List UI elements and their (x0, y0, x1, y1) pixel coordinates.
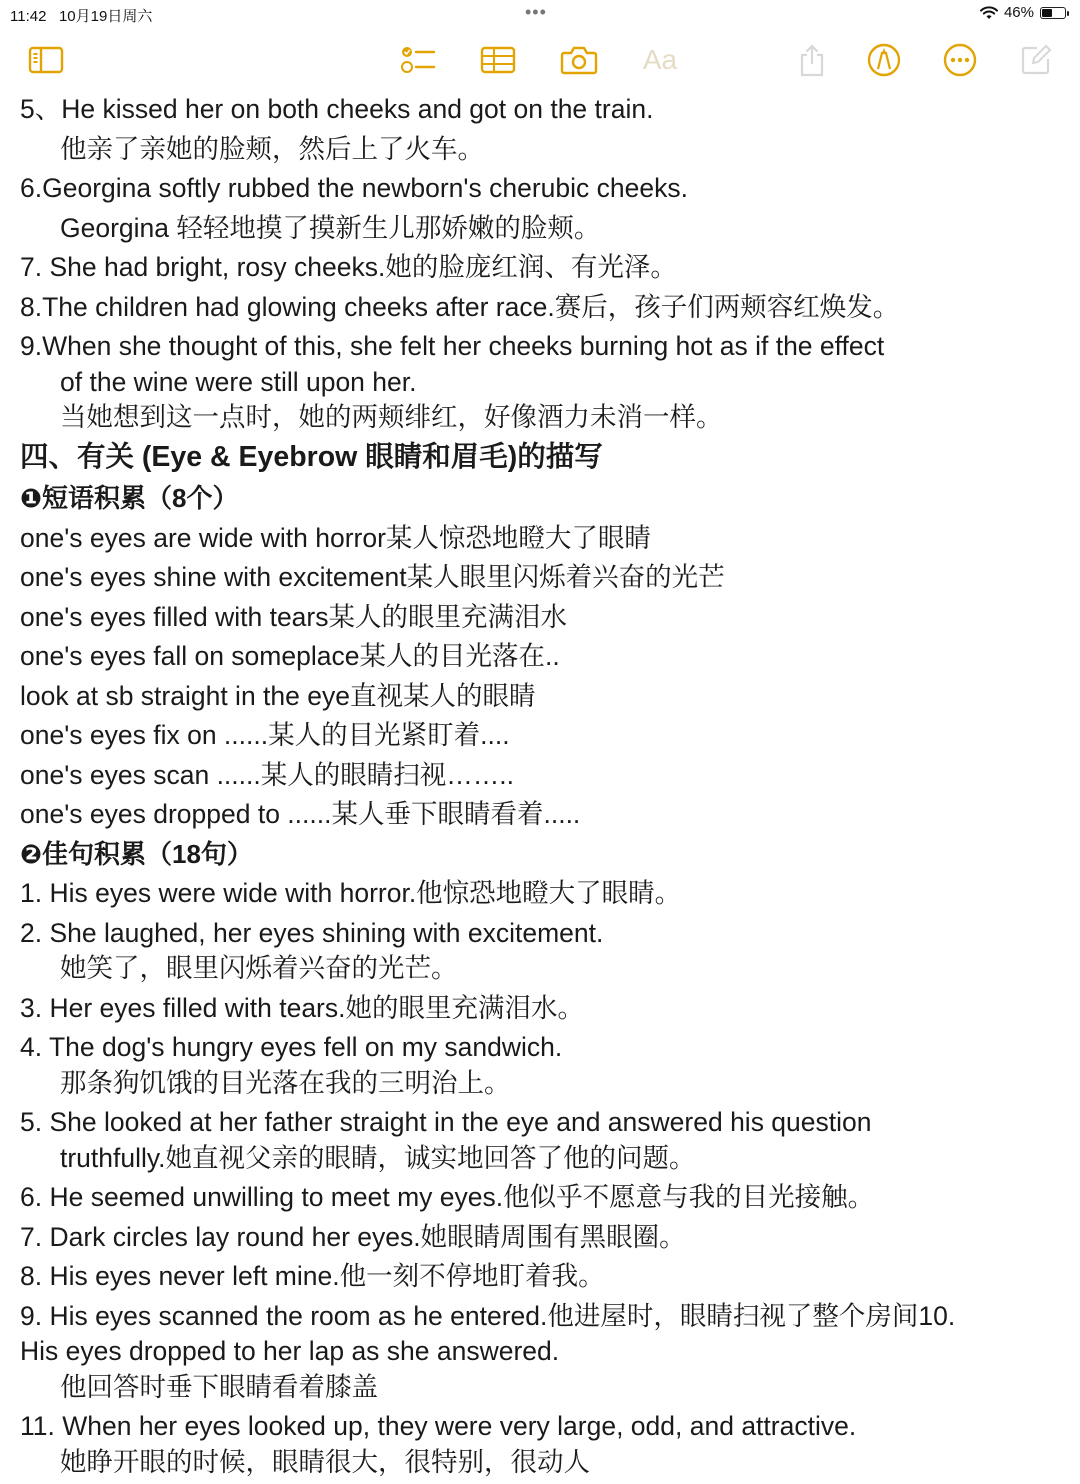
phrase-item: one's eyes fix on ......某人的目光紧盯着.... (20, 720, 510, 750)
note-line: of the wine were still upon her. (60, 366, 417, 397)
phrase-item: one's eyes shine with excitement某人眼里闪烁着兴奋的光芒 (20, 562, 725, 592)
sidebar-icon[interactable] (26, 40, 66, 80)
sentence-item: His eyes dropped to her lap as she answered. (20, 1336, 560, 1366)
sentence-item: 9. His eyes scanned the room as he entered.他进屋时，眼睛扫视了整个房间10. (20, 1300, 956, 1331)
sentence-item: 她笑了，眼里闪烁着兴奋的光芒。 (60, 953, 458, 983)
status-right (980, 4, 1066, 21)
sentence-item: 8. His eyes never left mine.他一刻不停地盯着我。 (20, 1261, 605, 1291)
markup-icon[interactable] (864, 40, 904, 80)
wifi-icon (980, 6, 998, 20)
note-line: 5、He kissed her on both cheeks and got on the train. (20, 94, 654, 124)
sentence-item: 7. Dark circles lay round her eyes.她眼睛周围有黑眼圈。 (20, 1221, 686, 1252)
note-line: Georgina 轻轻地摸了摸新生儿那娇嫩的脸颊。 (60, 212, 601, 243)
battery-fill (1042, 9, 1052, 17)
sentence-item: 那条狗饥饿的目光落在我的三明治上。 (60, 1067, 511, 1098)
note-body[interactable] (20, 92, 1060, 1484)
multitasking-dots-icon[interactable]: ••• (525, 2, 547, 22)
phrase-item: one's eyes scan ......某人的眼睛扫视…….. (20, 759, 514, 790)
sentence-item: 1. His eyes were wide with horror.他惊恐地瞪大了眼睛。 (20, 878, 682, 908)
note-line: 当她想到这一点时，她的两颊绯红，好像酒力未消一样。 (60, 402, 723, 432)
note-line: 他亲了亲她的脸颊，然后上了火车。 (60, 133, 484, 164)
status-time (10, 5, 152, 26)
phrase-item: one's eyes are wide with horror某人惊恐地瞪大了眼睛 (20, 522, 651, 553)
sentence-item: 她睁开眼的时候，眼睛很大，很特别，很动人 (60, 1446, 590, 1477)
text-format-icon[interactable] (640, 40, 680, 80)
share-icon[interactable] (792, 40, 832, 80)
compose-icon[interactable] (1016, 40, 1056, 80)
phrase-item: one's eyes fall on someplace某人的目光落在.. (20, 641, 560, 671)
phrases-heading: ❶短语积累（8个） (20, 483, 239, 513)
sentence-item: truthfully.她直视父亲的眼睛，诚实地回答了他的问题。 (60, 1142, 696, 1173)
more-icon[interactable] (940, 40, 980, 80)
section-heading: 四、有关 (Eye & Eyebrow 眼睛和眉毛)的描写 (20, 440, 603, 473)
sentence-item: 4. The dog's hungry eyes fell on my sandwich. (20, 1032, 563, 1062)
table-icon[interactable] (478, 40, 518, 80)
sentences-heading: ❷佳句积累（18句） (20, 838, 253, 869)
notes-toolbar (0, 40, 1080, 84)
text-format-label: Aa (642, 44, 678, 75)
phrase-item: one's eyes dropped to ......某人垂下眼睛看着..... (20, 799, 581, 829)
clock-time: 11:42 (10, 8, 47, 25)
note-line: 7. She had bright, rosy cheeks.她的脸庞红润、有光泽。 (20, 252, 677, 282)
sentence-item: 他回答时垂下眼睛看着膝盖 (60, 1371, 378, 1402)
phrase-item: one's eyes filled with tears某人的眼里充满泪水 (20, 601, 567, 632)
checklist-icon[interactable] (398, 40, 438, 80)
clock-date: 10月19日周六 (58, 8, 153, 25)
sentence-item: 6. He seemed unwilling to meet my eyes.他似乎不愿意与我的目光接触。 (20, 1182, 875, 1212)
camera-icon[interactable] (559, 40, 599, 80)
sentence-item: 2. She laughed, her eyes shining with excitement. (20, 917, 604, 948)
note-line: 8.The children had glowing cheeks after race.赛后，孩子们两颊容红焕发。 (20, 291, 900, 322)
note-line: 6.Georgina softly rubbed the newborn's cherubic cheeks. (20, 173, 688, 203)
battery-icon (1040, 7, 1066, 19)
phrase-item: look at sb straight in the eye直视某人的眼睛 (20, 680, 536, 711)
note-line: 9.When she thought of this, she felt her cheeks burning hot as if the effect (20, 331, 885, 361)
sentence-item: 11. When her eyes looked up, they were very large, odd, and attractive. (20, 1411, 857, 1441)
battery-percent: 46% (1003, 4, 1034, 21)
status-bar (0, 0, 1080, 28)
sentence-item: 3. Her eyes filled with tears.她的眼里充满泪水。 (20, 992, 584, 1023)
sentence-item: 5. She looked at her father straight in the eye and answered his question (20, 1107, 872, 1137)
